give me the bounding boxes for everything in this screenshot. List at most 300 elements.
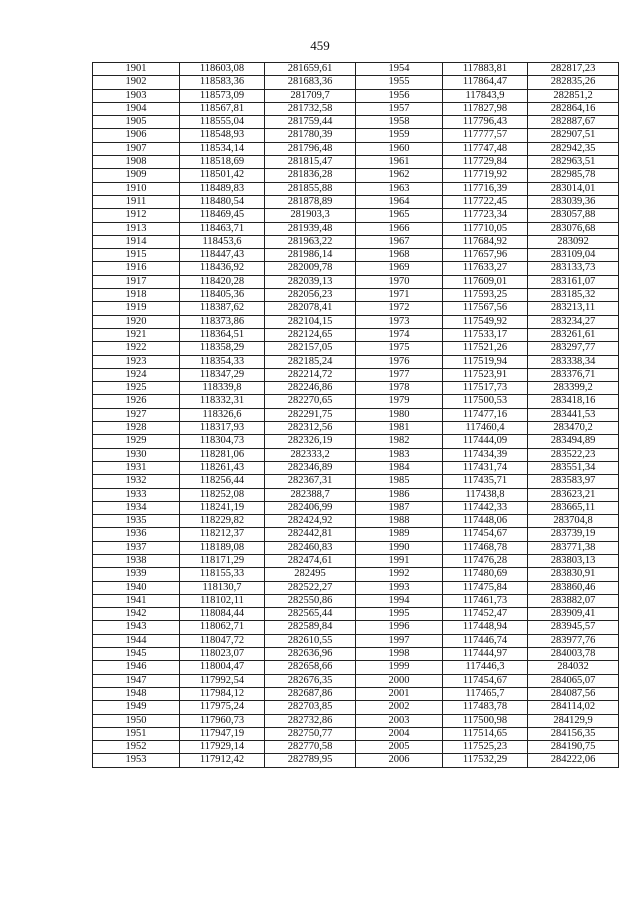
- y-coord-cell: 281796,48: [265, 142, 356, 155]
- y-coord-cell: 282039,13: [265, 275, 356, 288]
- y-coord-cell: 283522,23: [528, 448, 619, 461]
- table-row: [93, 741, 619, 754]
- x-coord-cell: 118436,92: [180, 262, 265, 275]
- point-id-cell: 1940: [93, 581, 180, 594]
- x-coord-cell: 118463,71: [180, 222, 265, 235]
- x-coord-cell: 117435,71: [443, 475, 528, 488]
- y-coord-cell: 283092: [528, 235, 619, 248]
- point-id-cell: 1963: [356, 182, 443, 195]
- y-coord-cell: 283551,34: [528, 461, 619, 474]
- x-coord-cell: 117843,9: [443, 89, 528, 102]
- y-coord-cell: 282346,89: [265, 461, 356, 474]
- x-coord-cell: 117719,92: [443, 169, 528, 182]
- x-coord-cell: 117883,81: [443, 63, 528, 76]
- y-coord-cell: 282835,26: [528, 76, 619, 89]
- table-row: [93, 634, 619, 647]
- table-row: [93, 89, 619, 102]
- x-coord-cell: 117633,27: [443, 262, 528, 275]
- y-coord-cell: 283739,19: [528, 528, 619, 541]
- x-coord-cell: 118489,83: [180, 182, 265, 195]
- y-coord-cell: 282851,2: [528, 89, 619, 102]
- table-row: [93, 661, 619, 674]
- y-coord-cell: 283665,11: [528, 501, 619, 514]
- y-coord-cell: 282009,78: [265, 262, 356, 275]
- table-row: [93, 461, 619, 474]
- point-id-cell: 1970: [356, 275, 443, 288]
- x-coord-cell: 117517,73: [443, 382, 528, 395]
- table-row: [93, 315, 619, 328]
- y-coord-cell: 282367,31: [265, 475, 356, 488]
- y-coord-cell: 282214,72: [265, 368, 356, 381]
- x-coord-cell: 118573,09: [180, 89, 265, 102]
- y-coord-cell: 281855,88: [265, 182, 356, 195]
- y-coord-cell: 283441,53: [528, 408, 619, 421]
- x-coord-cell: 118447,43: [180, 249, 265, 262]
- table-row: [93, 262, 619, 275]
- table-row: [93, 581, 619, 594]
- table-row: [93, 475, 619, 488]
- x-coord-cell: 118304,73: [180, 435, 265, 448]
- y-coord-cell: 281903,3: [265, 209, 356, 222]
- y-coord-cell: 283909,41: [528, 608, 619, 621]
- point-id-cell: 1938: [93, 554, 180, 567]
- point-id-cell: 1923: [93, 355, 180, 368]
- point-id-cell: 1950: [93, 714, 180, 727]
- x-coord-cell: 117521,26: [443, 342, 528, 355]
- point-id-cell: 2002: [356, 701, 443, 714]
- x-coord-cell: 117947,19: [180, 727, 265, 740]
- point-id-cell: 1962: [356, 169, 443, 182]
- point-id-cell: 1953: [93, 754, 180, 767]
- y-coord-cell: 282658,66: [265, 661, 356, 674]
- point-id-cell: 1949: [93, 701, 180, 714]
- y-coord-cell: 282565,44: [265, 608, 356, 621]
- y-coord-cell: 283470,2: [528, 422, 619, 435]
- y-coord-cell: 282474,61: [265, 554, 356, 567]
- y-coord-cell: 283014,01: [528, 182, 619, 195]
- x-coord-cell: 117483,78: [443, 701, 528, 714]
- y-coord-cell: 282442,81: [265, 528, 356, 541]
- point-id-cell: 1974: [356, 328, 443, 341]
- x-coord-cell: 117567,56: [443, 302, 528, 315]
- point-id-cell: 1961: [356, 156, 443, 169]
- x-coord-cell: 118171,29: [180, 554, 265, 567]
- y-coord-cell: 283076,68: [528, 222, 619, 235]
- y-coord-cell: 283185,32: [528, 289, 619, 302]
- point-id-cell: 1941: [93, 594, 180, 607]
- y-coord-cell: 282817,23: [528, 63, 619, 76]
- x-coord-cell: 118453,6: [180, 235, 265, 248]
- x-coord-cell: 117960,73: [180, 714, 265, 727]
- y-coord-cell: 282770,58: [265, 741, 356, 754]
- y-coord-cell: 281815,47: [265, 156, 356, 169]
- x-coord-cell: 118256,44: [180, 475, 265, 488]
- y-coord-cell: 282312,56: [265, 422, 356, 435]
- y-coord-cell: 283830,91: [528, 568, 619, 581]
- table-row: [93, 142, 619, 155]
- y-coord-cell: 282270,65: [265, 395, 356, 408]
- point-id-cell: 1980: [356, 408, 443, 421]
- x-coord-cell: 118062,71: [180, 621, 265, 634]
- table-row: [93, 608, 619, 621]
- x-coord-cell: 117929,14: [180, 741, 265, 754]
- x-coord-cell: 117514,65: [443, 727, 528, 740]
- y-coord-cell: 284129,9: [528, 714, 619, 727]
- point-id-cell: 1902: [93, 76, 180, 89]
- point-id-cell: 1929: [93, 435, 180, 448]
- point-id-cell: 1971: [356, 289, 443, 302]
- table-row: [93, 302, 619, 315]
- point-id-cell: 1973: [356, 315, 443, 328]
- point-id-cell: 1998: [356, 648, 443, 661]
- x-coord-cell: 117716,39: [443, 182, 528, 195]
- x-coord-cell: 118102,11: [180, 594, 265, 607]
- y-coord-cell: 283109,04: [528, 249, 619, 262]
- point-id-cell: 1943: [93, 621, 180, 634]
- point-id-cell: 1942: [93, 608, 180, 621]
- x-coord-cell: 117796,43: [443, 116, 528, 129]
- table-row: [93, 488, 619, 501]
- x-coord-cell: 117460,4: [443, 422, 528, 435]
- point-id-cell: 1937: [93, 541, 180, 554]
- y-coord-cell: 282388,7: [265, 488, 356, 501]
- table-row: [93, 222, 619, 235]
- x-coord-cell: 118130,7: [180, 581, 265, 594]
- point-id-cell: 1934: [93, 501, 180, 514]
- table-row: [93, 554, 619, 567]
- point-id-cell: 1987: [356, 501, 443, 514]
- y-coord-cell: 281986,14: [265, 249, 356, 262]
- point-id-cell: 1997: [356, 634, 443, 647]
- x-coord-cell: 117448,06: [443, 515, 528, 528]
- point-id-cell: 1994: [356, 594, 443, 607]
- y-coord-cell: 283583,97: [528, 475, 619, 488]
- y-coord-cell: 281759,44: [265, 116, 356, 129]
- point-id-cell: 1920: [93, 315, 180, 328]
- point-id-cell: 2005: [356, 741, 443, 754]
- x-coord-cell: 118252,08: [180, 488, 265, 501]
- y-coord-cell: 282887,67: [528, 116, 619, 129]
- x-coord-cell: 117446,3: [443, 661, 528, 674]
- x-coord-cell: 117777,57: [443, 129, 528, 142]
- x-coord-cell: 118317,93: [180, 422, 265, 435]
- x-coord-cell: 117438,8: [443, 488, 528, 501]
- x-coord-cell: 118229,82: [180, 515, 265, 528]
- point-id-cell: 1999: [356, 661, 443, 674]
- x-coord-cell: 117444,09: [443, 435, 528, 448]
- point-id-cell: 1944: [93, 634, 180, 647]
- table-row: [93, 275, 619, 288]
- y-coord-cell: 282333,2: [265, 448, 356, 461]
- table-row: [93, 501, 619, 514]
- x-coord-cell: 117475,84: [443, 581, 528, 594]
- y-coord-cell: 282636,96: [265, 648, 356, 661]
- x-coord-cell: 117912,42: [180, 754, 265, 767]
- point-id-cell: 1946: [93, 661, 180, 674]
- x-coord-cell: 118405,36: [180, 289, 265, 302]
- point-id-cell: 1957: [356, 102, 443, 115]
- y-coord-cell: 284065,07: [528, 674, 619, 687]
- point-id-cell: 1955: [356, 76, 443, 89]
- point-id-cell: 1922: [93, 342, 180, 355]
- x-coord-cell: 118387,62: [180, 302, 265, 315]
- x-coord-cell: 117657,96: [443, 249, 528, 262]
- point-id-cell: 1976: [356, 355, 443, 368]
- table-row: [93, 63, 619, 76]
- page-number: 459: [310, 38, 330, 53]
- point-id-cell: 1969: [356, 262, 443, 275]
- x-coord-cell: 118469,45: [180, 209, 265, 222]
- y-coord-cell: 281963,22: [265, 235, 356, 248]
- x-coord-cell: 118583,36: [180, 76, 265, 89]
- table-row: [93, 182, 619, 195]
- table-row: [93, 209, 619, 222]
- x-coord-cell: 118518,69: [180, 156, 265, 169]
- table-row: [93, 249, 619, 262]
- y-coord-cell: 282589,84: [265, 621, 356, 634]
- x-coord-cell: 117747,48: [443, 142, 528, 155]
- x-coord-cell: 118373,86: [180, 315, 265, 328]
- point-id-cell: 1985: [356, 475, 443, 488]
- y-coord-cell: 284032: [528, 661, 619, 674]
- x-coord-cell: 118326,6: [180, 408, 265, 421]
- x-coord-cell: 117722,45: [443, 195, 528, 208]
- y-coord-cell: 283704,8: [528, 515, 619, 528]
- point-id-cell: 1952: [93, 741, 180, 754]
- x-coord-cell: 117593,25: [443, 289, 528, 302]
- y-coord-cell: 283338,34: [528, 355, 619, 368]
- point-id-cell: 1911: [93, 195, 180, 208]
- point-id-cell: 1972: [356, 302, 443, 315]
- x-coord-cell: 118480,54: [180, 195, 265, 208]
- table-row: [93, 714, 619, 727]
- y-coord-cell: 282789,95: [265, 754, 356, 767]
- table-row: [93, 435, 619, 448]
- y-coord-cell: 283261,61: [528, 328, 619, 341]
- y-coord-cell: 283399,2: [528, 382, 619, 395]
- y-coord-cell: 284190,75: [528, 741, 619, 754]
- x-coord-cell: 118603,08: [180, 63, 265, 76]
- point-id-cell: 1947: [93, 674, 180, 687]
- y-coord-cell: 283494,89: [528, 435, 619, 448]
- y-coord-cell: 282185,24: [265, 355, 356, 368]
- x-coord-cell: 118354,33: [180, 355, 265, 368]
- table-row: [93, 422, 619, 435]
- point-id-cell: 2000: [356, 674, 443, 687]
- x-coord-cell: 117729,84: [443, 156, 528, 169]
- point-id-cell: 1907: [93, 142, 180, 155]
- x-coord-cell: 117500,53: [443, 395, 528, 408]
- y-coord-cell: 282907,51: [528, 129, 619, 142]
- table-row: [93, 355, 619, 368]
- point-id-cell: 1931: [93, 461, 180, 474]
- table-row: [93, 648, 619, 661]
- x-coord-cell: 117975,24: [180, 701, 265, 714]
- point-id-cell: 1992: [356, 568, 443, 581]
- y-coord-cell: 281683,36: [265, 76, 356, 89]
- point-id-cell: 1906: [93, 129, 180, 142]
- y-coord-cell: 283213,11: [528, 302, 619, 315]
- y-coord-cell: 282246,86: [265, 382, 356, 395]
- point-id-cell: 1935: [93, 515, 180, 528]
- table-row: [93, 621, 619, 634]
- x-coord-cell: 118084,44: [180, 608, 265, 621]
- point-id-cell: 1989: [356, 528, 443, 541]
- x-coord-cell: 117984,12: [180, 687, 265, 700]
- table-row: [93, 594, 619, 607]
- point-id-cell: 1966: [356, 222, 443, 235]
- table-row: [93, 116, 619, 129]
- y-coord-cell: 282291,75: [265, 408, 356, 421]
- x-coord-cell: 117532,29: [443, 754, 528, 767]
- table-row: [93, 169, 619, 182]
- point-id-cell: 1982: [356, 435, 443, 448]
- y-coord-cell: 283803,13: [528, 554, 619, 567]
- point-id-cell: 1926: [93, 395, 180, 408]
- y-coord-cell: 284114,02: [528, 701, 619, 714]
- table-row: [93, 701, 619, 714]
- x-coord-cell: 118332,31: [180, 395, 265, 408]
- x-coord-cell: 118241,19: [180, 501, 265, 514]
- x-coord-cell: 117827,98: [443, 102, 528, 115]
- table-row: [93, 382, 619, 395]
- y-coord-cell: 282124,65: [265, 328, 356, 341]
- point-id-cell: 1991: [356, 554, 443, 567]
- x-coord-cell: 117454,67: [443, 528, 528, 541]
- point-id-cell: 1917: [93, 275, 180, 288]
- x-coord-cell: 117477,16: [443, 408, 528, 421]
- y-coord-cell: 282985,78: [528, 169, 619, 182]
- table-row: [93, 568, 619, 581]
- table-row: [93, 528, 619, 541]
- y-coord-cell: 282864,16: [528, 102, 619, 115]
- x-coord-cell: 118212,37: [180, 528, 265, 541]
- x-coord-cell: 117992,54: [180, 674, 265, 687]
- x-coord-cell: 117452,47: [443, 608, 528, 621]
- y-coord-cell: 282460,83: [265, 541, 356, 554]
- point-id-cell: 1960: [356, 142, 443, 155]
- point-id-cell: 2004: [356, 727, 443, 740]
- x-coord-cell: 118548,93: [180, 129, 265, 142]
- y-coord-cell: 282550,86: [265, 594, 356, 607]
- y-coord-cell: 282495: [265, 568, 356, 581]
- x-coord-cell: 118004,47: [180, 661, 265, 674]
- x-coord-cell: 117609,01: [443, 275, 528, 288]
- y-coord-cell: 282424,92: [265, 515, 356, 528]
- x-coord-cell: 117523,91: [443, 368, 528, 381]
- y-coord-cell: 281709,7: [265, 89, 356, 102]
- y-coord-cell: 283161,07: [528, 275, 619, 288]
- point-id-cell: 1939: [93, 568, 180, 581]
- point-id-cell: 1913: [93, 222, 180, 235]
- table-row: [93, 102, 619, 115]
- point-id-cell: 1916: [93, 262, 180, 275]
- y-coord-cell: 284156,35: [528, 727, 619, 740]
- y-coord-cell: 282963,51: [528, 156, 619, 169]
- y-coord-cell: 282732,86: [265, 714, 356, 727]
- point-id-cell: 1921: [93, 328, 180, 341]
- y-coord-cell: 284087,56: [528, 687, 619, 700]
- point-id-cell: 1979: [356, 395, 443, 408]
- point-id-cell: 1928: [93, 422, 180, 435]
- x-coord-cell: 118358,29: [180, 342, 265, 355]
- point-id-cell: 1912: [93, 209, 180, 222]
- table-row: [93, 195, 619, 208]
- table-row: [93, 674, 619, 687]
- table-row: [93, 328, 619, 341]
- table-row: [93, 156, 619, 169]
- y-coord-cell: 284222,06: [528, 754, 619, 767]
- coordinate-table: [92, 62, 619, 768]
- x-coord-cell: 118501,42: [180, 169, 265, 182]
- y-coord-cell: 282056,23: [265, 289, 356, 302]
- x-coord-cell: 118281,06: [180, 448, 265, 461]
- point-id-cell: 1932: [93, 475, 180, 488]
- y-coord-cell: 283882,07: [528, 594, 619, 607]
- point-id-cell: 1925: [93, 382, 180, 395]
- table-row: [93, 76, 619, 89]
- point-id-cell: 1903: [93, 89, 180, 102]
- y-coord-cell: 282750,77: [265, 727, 356, 740]
- x-coord-cell: 118339,8: [180, 382, 265, 395]
- x-coord-cell: 117480,69: [443, 568, 528, 581]
- y-coord-cell: 282326,19: [265, 435, 356, 448]
- y-coord-cell: 283297,77: [528, 342, 619, 355]
- x-coord-cell: 117476,28: [443, 554, 528, 567]
- table-row: [93, 448, 619, 461]
- point-id-cell: 1959: [356, 129, 443, 142]
- x-coord-cell: 118534,14: [180, 142, 265, 155]
- x-coord-cell: 118555,04: [180, 116, 265, 129]
- y-coord-cell: 282942,35: [528, 142, 619, 155]
- point-id-cell: 1958: [356, 116, 443, 129]
- x-coord-cell: 118567,81: [180, 102, 265, 115]
- point-id-cell: 1909: [93, 169, 180, 182]
- y-coord-cell: 283945,57: [528, 621, 619, 634]
- y-coord-cell: 281939,48: [265, 222, 356, 235]
- x-coord-cell: 117710,05: [443, 222, 528, 235]
- point-id-cell: 1919: [93, 302, 180, 315]
- y-coord-cell: 283623,21: [528, 488, 619, 501]
- point-id-cell: 1981: [356, 422, 443, 435]
- point-id-cell: 1965: [356, 209, 443, 222]
- x-coord-cell: 117448,94: [443, 621, 528, 634]
- y-coord-cell: 282703,85: [265, 701, 356, 714]
- point-id-cell: 1924: [93, 368, 180, 381]
- x-coord-cell: 117525,23: [443, 741, 528, 754]
- table-row: [93, 541, 619, 554]
- point-id-cell: 1988: [356, 515, 443, 528]
- x-coord-cell: 117454,67: [443, 674, 528, 687]
- y-coord-cell: 283039,36: [528, 195, 619, 208]
- table-row: [93, 368, 619, 381]
- y-coord-cell: 283376,71: [528, 368, 619, 381]
- x-coord-cell: 117519,94: [443, 355, 528, 368]
- point-id-cell: 1927: [93, 408, 180, 421]
- y-coord-cell: 282104,15: [265, 315, 356, 328]
- y-coord-cell: 282406,99: [265, 501, 356, 514]
- point-id-cell: 1977: [356, 368, 443, 381]
- point-id-cell: 1905: [93, 116, 180, 129]
- point-id-cell: 1908: [93, 156, 180, 169]
- point-id-cell: 1933: [93, 488, 180, 501]
- point-id-cell: 1975: [356, 342, 443, 355]
- x-coord-cell: 117723,34: [443, 209, 528, 222]
- point-id-cell: 1914: [93, 235, 180, 248]
- x-coord-cell: 117684,92: [443, 235, 528, 248]
- point-id-cell: 1901: [93, 63, 180, 76]
- y-coord-cell: 283418,16: [528, 395, 619, 408]
